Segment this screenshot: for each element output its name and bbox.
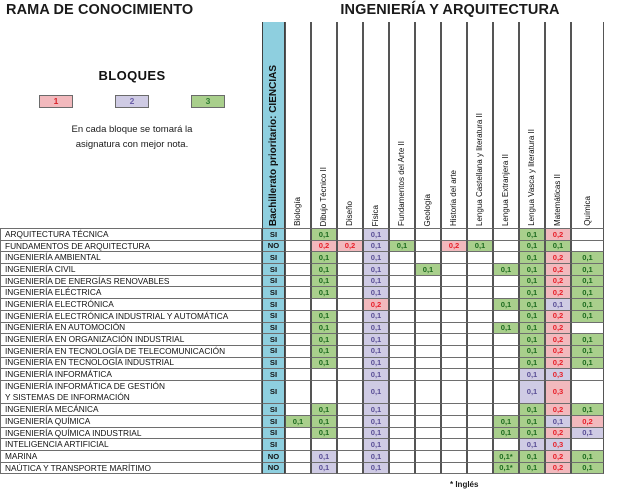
degree-name-line: ARQUITECTURA TÉCNICA — [5, 228, 109, 239]
cell-fisica: 0,1 — [363, 228, 389, 241]
cell-fisica: 0,1 — [363, 403, 389, 416]
column-header-label: Física — [371, 204, 380, 226]
ciencias-flag-cell: SI — [262, 345, 285, 358]
cell-dibujo: 0,1 — [311, 286, 337, 299]
cell-lengua_vasca: 0,1 — [519, 275, 545, 288]
ciencias-flag-cell: SI — [262, 403, 285, 416]
column-header-matematicas — [545, 22, 571, 228]
cell-matematicas: 0,2 — [545, 310, 571, 323]
column-header-label: Geología — [423, 193, 432, 226]
degree-name-line: INGENIERÍA QUÍMICA — [5, 415, 91, 426]
cell-lengua_extranjera: 0,1 — [493, 427, 519, 440]
cell-matematicas: 0,3 — [545, 380, 571, 404]
cell-fisica: 0,1 — [363, 357, 389, 370]
cell-lengua_vasca: 0,1 — [519, 310, 545, 323]
table-row — [0, 286, 624, 298]
cell-lengua_vasca: 0,1 — [519, 228, 545, 241]
cell-quimica: 0,1 — [571, 263, 604, 276]
cell-quimica: 0,2 — [571, 415, 604, 428]
cell-lengua_extranjera: 0,1 — [493, 415, 519, 428]
ciencias-flag-cell: SI — [262, 310, 285, 323]
column-header-label: Lengua Vasca y literatura II — [527, 129, 536, 226]
ciencias-flag-cell: SI — [262, 286, 285, 299]
footnote: * Inglés — [450, 480, 479, 489]
degree-name-line: INGENIERÍA EN TECNOLOGÍA INDUSTRIAL — [5, 357, 175, 368]
degree-name-line: INTELIGENCIA ARTIFICIAL — [5, 439, 109, 450]
cell-fundamentos_arte — [389, 462, 415, 475]
cell-matematicas: 0,1 — [545, 240, 571, 253]
cell-lengua_extranjera: 0,1 — [493, 322, 519, 335]
cell-matematicas: 0,2 — [545, 427, 571, 440]
ciencias-flag-cell: SI — [262, 357, 285, 370]
degree-name-line: INGENIERÍA EN TECNOLOGÍA DE TELECOMUNICACIÓN — [5, 345, 226, 356]
cell-lengua_castellana: 0,1 — [467, 240, 493, 253]
column-header-fundamentos_arte — [389, 22, 415, 228]
cell-dibujo: 0,1 — [311, 427, 337, 440]
cell-lengua_vasca: 0,1 — [519, 333, 545, 346]
legend-note — [4, 122, 260, 152]
table-row — [0, 403, 624, 415]
cell-lengua_vasca: 0,1 — [519, 357, 545, 370]
cell-lengua_vasca: 0,1 — [519, 345, 545, 358]
cell-lengua_vasca: 0,1 — [519, 380, 545, 404]
cell-matematicas: 0,3 — [545, 368, 571, 381]
cell-quimica: 0,1 — [571, 403, 604, 416]
cell-fisica: 0,1 — [363, 275, 389, 288]
cell-quimica: 0,1 — [571, 462, 604, 475]
cell-quimica — [571, 380, 604, 404]
cell-fisica: 0,1 — [363, 251, 389, 264]
cell-matematicas: 0,2 — [545, 450, 571, 463]
table-row — [0, 462, 624, 474]
column-header-label: Lengua Castellana y literatura II — [475, 113, 484, 226]
ciencias-flag-cell: SI — [262, 415, 285, 428]
cell-matematicas: 0,2 — [545, 275, 571, 288]
ciencias-flag-cell: SI — [262, 333, 285, 346]
cell-quimica: 0,1 — [571, 427, 604, 440]
cell-diseno — [337, 380, 363, 404]
cell-fundamentos_arte: 0,1 — [389, 240, 415, 253]
cell-dibujo: 0,1 — [311, 228, 337, 241]
degree-name-line: INGENIERÍA INFORMÁTICA DE GESTIÓN — [5, 381, 165, 392]
column-header-label: Química — [582, 196, 592, 226]
column-header-label: Matemáticas II — [553, 173, 562, 226]
cell-lengua_vasca: 0,1 — [519, 263, 545, 276]
table-row — [0, 240, 624, 252]
column-header-label: Fundamentos del Arte II — [397, 141, 406, 226]
cell-fisica: 0,1 — [363, 333, 389, 346]
column-header-fisica — [363, 22, 389, 228]
column-header-quimica — [571, 22, 604, 228]
cell-lengua_castellana — [467, 462, 493, 475]
ciencias-flag-cell: SI — [262, 438, 285, 451]
column-header-lengua_vasca — [519, 22, 545, 228]
cell-fisica: 0,1 — [363, 380, 389, 404]
degree-name-line: INGENIERÍA EN ORGANIZACIÓN INDUSTRIAL — [5, 334, 185, 345]
degree-name-line: INGENIERÍA EN AUTOMOCIÓN — [5, 322, 126, 333]
degree-name-line: INGENIERÍA CIVIL — [5, 263, 76, 274]
table-row — [0, 228, 624, 240]
table-row — [0, 275, 624, 287]
cell-dibujo: 0,1 — [311, 450, 337, 463]
cell-quimica: 0,1 — [571, 251, 604, 264]
ciencias-flag-cell: SI — [262, 251, 285, 264]
cell-fisica: 0,1 — [363, 450, 389, 463]
degree-name-cell — [0, 462, 262, 475]
cell-matematicas: 0,3 — [545, 438, 571, 451]
column-header-label: Diseño — [345, 201, 354, 226]
cell-fisica: 0,2 — [363, 298, 389, 311]
column-header-historia_arte — [441, 22, 467, 228]
cell-historia_arte — [441, 380, 467, 404]
cell-dibujo: 0,1 — [311, 263, 337, 276]
table-row — [0, 415, 624, 427]
cell-matematicas: 0,2 — [545, 345, 571, 358]
cell-geologia: 0,1 — [415, 263, 441, 276]
cell-lengua_vasca: 0,1 — [519, 286, 545, 299]
cell-lengua_extranjera: 0,1 — [493, 298, 519, 311]
cell-lengua_extranjera: 0,1* — [493, 462, 519, 475]
legend-chip-1: 1 — [39, 95, 73, 108]
cell-lengua_vasca: 0,1 — [519, 438, 545, 451]
cell-quimica: 0,1 — [571, 345, 604, 358]
table-row — [0, 368, 624, 380]
cell-matematicas: 0,2 — [545, 333, 571, 346]
ciencias-flag-cell: SI — [262, 427, 285, 440]
table-row — [0, 380, 624, 403]
cell-fisica: 0,1 — [363, 462, 389, 475]
cell-diseno — [337, 462, 363, 475]
cell-quimica: 0,1 — [571, 333, 604, 346]
degree-name-line: INGENIERÍA AMBIENTAL — [5, 252, 101, 263]
blocks-legend — [4, 68, 260, 152]
cell-lengua_vasca: 0,1 — [519, 251, 545, 264]
cell-diseno: 0,2 — [337, 240, 363, 253]
table-row — [0, 310, 624, 322]
ciencias-flag-cell: SI — [262, 322, 285, 335]
row-cells — [262, 462, 624, 475]
column-header-lengua_extranjera — [493, 22, 519, 228]
cell-quimica: 0,1 — [571, 310, 604, 323]
cell-dibujo: 0,1 — [311, 357, 337, 370]
cell-dibujo: 0,1 — [311, 275, 337, 288]
cell-fisica: 0,1 — [363, 345, 389, 358]
degree-name-line: INGENIERÍA INFORMÁTICA — [5, 369, 112, 380]
cell-lengua_vasca: 0,1 — [519, 368, 545, 381]
ciencias-flag-cell: SI — [262, 298, 285, 311]
page-title-left: RAMA DE CONOCIMIENTO — [6, 2, 194, 18]
cell-dibujo: 0,2 — [311, 240, 337, 253]
cell-matematicas: 0,2 — [545, 357, 571, 370]
cell-fisica: 0,1 — [363, 310, 389, 323]
ciencias-flag-cell: SI — [262, 275, 285, 288]
ciencias-flag-cell: NO — [262, 240, 285, 253]
cell-quimica: 0,1 — [571, 450, 604, 463]
ciencias-flag-cell: SI — [262, 380, 285, 404]
cell-fisica: 0,1 — [363, 427, 389, 440]
ciencias-flag-cell: SI — [262, 368, 285, 381]
table-row — [0, 322, 624, 334]
cell-fisica: 0,1 — [363, 240, 389, 253]
column-header-biologia — [285, 22, 311, 228]
cell-matematicas: 0,2 — [545, 263, 571, 276]
table-row — [0, 298, 624, 310]
cell-geologia — [415, 462, 441, 475]
cell-dibujo: 0,1 — [311, 333, 337, 346]
cell-biologia: 0,1 — [285, 415, 311, 428]
table-row — [0, 450, 624, 462]
table-row — [0, 427, 624, 439]
ciencias-flag-cell: NO — [262, 450, 285, 463]
table-row — [0, 357, 624, 369]
cell-matematicas: 0,2 — [545, 286, 571, 299]
cell-fisica: 0,1 — [363, 286, 389, 299]
degree-name-line: MARINA — [5, 450, 38, 461]
legend-chip-3: 3 — [191, 95, 225, 108]
degree-name-line: INGENIERÍA DE ENERGÍAS RENOVABLES — [5, 275, 170, 286]
cell-historia_arte: 0,2 — [441, 240, 467, 253]
cell-dibujo: 0,1 — [311, 403, 337, 416]
table-row — [0, 333, 624, 345]
column-header-geologia — [415, 22, 441, 228]
column-header-label: Lengua Extranjera II — [501, 153, 510, 226]
cell-matematicas: 0,2 — [545, 251, 571, 264]
degree-name-line: INGENIERÍA ELÉCTRICA — [5, 287, 102, 298]
cell-lengua_vasca: 0,1 — [519, 415, 545, 428]
degrees-table — [0, 228, 624, 473]
legend-title: BLOQUES — [98, 68, 166, 83]
cell-fisica: 0,1 — [363, 263, 389, 276]
degree-name-line: FUNDAMENTOS DE ARQUITECTURA — [5, 240, 151, 251]
cell-matematicas: 0,2 — [545, 228, 571, 241]
cell-lengua_extranjera — [493, 380, 519, 404]
cell-quimica: 0,1 — [571, 286, 604, 299]
table-row — [0, 438, 624, 450]
column-header-label: Dibujo Técnico II — [319, 166, 328, 226]
cell-fisica: 0,1 — [363, 322, 389, 335]
cell-lengua_vasca: 0,1 — [519, 298, 545, 311]
cell-lengua_vasca: 0,1 — [519, 427, 545, 440]
table-row — [0, 263, 624, 275]
column-header-label: Bachillerato prioritario: CIENCIAS — [267, 64, 279, 226]
cell-lengua_castellana — [467, 380, 493, 404]
cell-dibujo: 0,1 — [311, 322, 337, 335]
cell-lengua_extranjera: 0,1 — [493, 263, 519, 276]
degree-name-line: INGENIERÍA ELECTRÓNICA INDUSTRIAL Y AUTOMÁTICA — [5, 310, 229, 321]
cell-biologia — [285, 462, 311, 475]
cell-quimica: 0,1 — [571, 357, 604, 370]
cell-matematicas: 0,1 — [545, 298, 571, 311]
cell-dibujo: 0,1 — [311, 345, 337, 358]
cell-quimica: 0,1 — [571, 275, 604, 288]
table-row — [0, 345, 624, 357]
column-header-lengua_castellana — [467, 22, 493, 228]
legend-chip-2: 2 — [115, 95, 149, 108]
column-header-dibujo — [311, 22, 337, 228]
cell-dibujo: 0,1 — [311, 462, 337, 475]
table-row — [0, 251, 624, 263]
cell-quimica: 0,1 — [571, 298, 604, 311]
cell-biologia — [285, 380, 311, 404]
degree-name-line: INGENIERÍA MECÁNICA — [5, 404, 99, 415]
cell-matematicas: 0,2 — [545, 322, 571, 335]
legend-chips — [4, 95, 260, 108]
cell-dibujo: 0,1 — [311, 415, 337, 428]
degree-name-line: INGENIERÍA ELECTRÓNICA — [5, 298, 114, 309]
cell-matematicas: 0,2 — [545, 462, 571, 475]
cell-dibujo — [311, 380, 337, 404]
column-header-label: Biología — [293, 197, 302, 226]
cell-fisica: 0,1 — [363, 415, 389, 428]
legend-note-line2: asignatura con mejor nota. — [75, 139, 189, 150]
cell-dibujo: 0,1 — [311, 251, 337, 264]
cell-fundamentos_arte — [389, 380, 415, 404]
cell-fisica: 0,1 — [363, 438, 389, 451]
cell-lengua_extranjera: 0,1* — [493, 450, 519, 463]
degree-name-line: INGENIERÍA QUÍMICA INDUSTRIAL — [5, 427, 142, 438]
cell-lengua_vasca: 0,1 — [519, 403, 545, 416]
column-header-ciencias — [262, 22, 285, 228]
cell-geologia — [415, 380, 441, 404]
degree-name-cell — [0, 380, 262, 404]
cell-matematicas: 0,2 — [545, 403, 571, 416]
cell-lengua_vasca: 0,1 — [519, 462, 545, 475]
ciencias-flag-cell: SI — [262, 263, 285, 276]
cell-lengua_vasca: 0,1 — [519, 240, 545, 253]
ciencias-flag-cell: SI — [262, 228, 285, 241]
degree-name-line: Y SISTEMAS DE INFORMACIÓN — [5, 392, 130, 403]
cell-historia_arte — [441, 462, 467, 475]
ciencias-flag-cell: NO — [262, 462, 285, 475]
cell-matematicas: 0,1 — [545, 415, 571, 428]
cell-fisica: 0,1 — [363, 368, 389, 381]
cell-lengua_vasca: 0,1 — [519, 322, 545, 335]
cell-lengua_vasca: 0,1 — [519, 450, 545, 463]
legend-note-line1: En cada bloque se tomará la — [71, 124, 193, 135]
column-header-diseno — [337, 22, 363, 228]
column-header-label: Historia del arte — [449, 169, 458, 226]
page-title-right: INGENIERÍA Y ARQUITECTURA — [340, 2, 560, 18]
degree-name-line: NAÚTICA Y TRANSPORTE MARÍTIMO — [5, 462, 151, 473]
row-cells — [262, 380, 624, 404]
cell-dibujo: 0,1 — [311, 310, 337, 323]
